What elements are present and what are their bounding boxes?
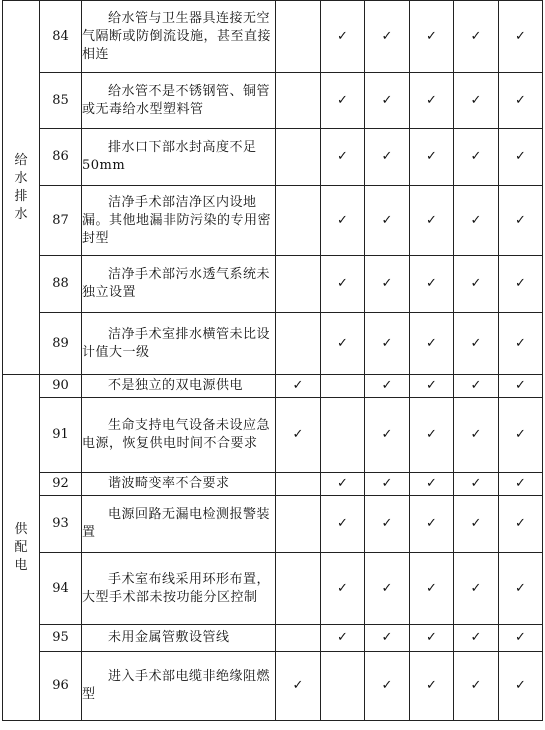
empty-check-cell <box>321 398 365 473</box>
check-mark-icon: ✓ <box>410 398 454 473</box>
check-mark-icon: ✓ <box>499 1 543 73</box>
empty-check-cell <box>276 256 321 313</box>
check-mark-icon: ✓ <box>365 473 410 496</box>
check-mark-icon: ✓ <box>454 129 499 186</box>
check-mark-icon: ✓ <box>365 1 410 73</box>
item-number: 94 <box>40 553 82 625</box>
category-char: 电 <box>14 557 28 573</box>
check-mark-icon: ✓ <box>365 129 410 186</box>
item-description: 排水口下部水封高度不足 50mm <box>82 129 276 186</box>
item-number: 85 <box>40 73 82 129</box>
check-mark-icon: ✓ <box>365 256 410 313</box>
category-char: 配 <box>14 539 28 555</box>
item-description: 电源回路无漏电检测报警装置 <box>82 496 276 553</box>
check-mark-icon: ✓ <box>410 313 454 375</box>
item-description: 洁净手术室排水横管未比设计值大一级 <box>82 313 276 375</box>
item-description: 谐波畸变率不合要求 <box>82 473 276 496</box>
check-mark-icon: ✓ <box>499 652 543 721</box>
empty-check-cell <box>321 652 365 721</box>
check-mark-icon: ✓ <box>321 553 365 625</box>
check-mark-icon: ✓ <box>454 1 499 73</box>
table-row <box>3 625 543 652</box>
check-mark-icon: ✓ <box>410 129 454 186</box>
check-mark-icon: ✓ <box>454 625 499 652</box>
check-mark-icon: ✓ <box>365 73 410 129</box>
item-number: 87 <box>40 186 82 256</box>
empty-check-cell <box>276 186 321 256</box>
item-description: 手术室布线采用环形布置，大型手术部未按功能分区控制 <box>82 553 276 625</box>
check-mark-icon: ✓ <box>499 313 543 375</box>
item-number: 91 <box>40 398 82 473</box>
inspection-table <box>2 0 543 721</box>
item-number: 84 <box>40 1 82 73</box>
item-description: 不是独立的双电源供电 <box>82 375 276 398</box>
check-mark-icon: ✓ <box>321 1 365 73</box>
table-row <box>3 313 543 375</box>
category-cell <box>3 375 40 721</box>
table-row <box>3 129 543 186</box>
check-mark-icon: ✓ <box>365 375 410 398</box>
check-mark-icon: ✓ <box>454 553 499 625</box>
check-mark-icon: ✓ <box>499 256 543 313</box>
check-mark-icon: ✓ <box>365 652 410 721</box>
check-mark-icon: ✓ <box>499 398 543 473</box>
check-mark-icon: ✓ <box>365 186 410 256</box>
empty-check-cell <box>276 73 321 129</box>
check-mark-icon: ✓ <box>454 73 499 129</box>
table-row <box>3 398 543 473</box>
item-number: 96 <box>40 652 82 721</box>
check-mark-icon: ✓ <box>410 186 454 256</box>
item-number: 93 <box>40 496 82 553</box>
category-char: 水 <box>14 170 28 186</box>
table-row <box>3 73 543 129</box>
item-description: 进入手术部电缆非绝缘阻燃型 <box>82 652 276 721</box>
check-mark-icon: ✓ <box>321 129 365 186</box>
table-row <box>3 375 543 398</box>
check-mark-icon: ✓ <box>410 256 454 313</box>
check-mark-icon: ✓ <box>321 256 365 313</box>
category-char: 排 <box>14 188 28 204</box>
check-mark-icon: ✓ <box>499 73 543 129</box>
item-number: 89 <box>40 313 82 375</box>
check-mark-icon: ✓ <box>321 473 365 496</box>
check-mark-icon: ✓ <box>365 553 410 625</box>
check-mark-icon: ✓ <box>276 375 321 398</box>
check-mark-icon: ✓ <box>454 256 499 313</box>
check-mark-icon: ✓ <box>410 375 454 398</box>
check-mark-icon: ✓ <box>410 652 454 721</box>
check-mark-icon: ✓ <box>454 496 499 553</box>
item-number: 86 <box>40 129 82 186</box>
category-char: 供 <box>14 521 28 537</box>
check-mark-icon: ✓ <box>365 496 410 553</box>
check-mark-icon: ✓ <box>276 398 321 473</box>
empty-check-cell <box>321 375 365 398</box>
category-char: 给 <box>14 152 28 168</box>
table-body <box>3 1 543 721</box>
check-mark-icon: ✓ <box>454 375 499 398</box>
check-mark-icon: ✓ <box>410 496 454 553</box>
check-mark-icon: ✓ <box>454 652 499 721</box>
item-description: 洁净手术部污水透气系统未独立设置 <box>82 256 276 313</box>
item-number: 90 <box>40 375 82 398</box>
check-mark-icon: ✓ <box>499 129 543 186</box>
empty-check-cell <box>276 1 321 73</box>
item-description: 给水管与卫生器具连接无空气隔断或防倒流设施，甚至直接相连 <box>82 1 276 73</box>
table-row <box>3 496 543 553</box>
check-mark-icon: ✓ <box>410 73 454 129</box>
check-mark-icon: ✓ <box>410 553 454 625</box>
check-mark-icon: ✓ <box>499 186 543 256</box>
check-mark-icon: ✓ <box>365 398 410 473</box>
empty-check-cell <box>276 496 321 553</box>
check-mark-icon: ✓ <box>321 73 365 129</box>
item-description: 未用金属管敷设管线 <box>82 625 276 652</box>
item-number: 88 <box>40 256 82 313</box>
table-row <box>3 1 543 73</box>
table-row <box>3 652 543 721</box>
check-mark-icon: ✓ <box>499 625 543 652</box>
check-mark-icon: ✓ <box>499 553 543 625</box>
check-mark-icon: ✓ <box>321 625 365 652</box>
empty-check-cell <box>276 553 321 625</box>
empty-check-cell <box>276 313 321 375</box>
table-row <box>3 186 543 256</box>
table-row <box>3 473 543 496</box>
check-mark-icon: ✓ <box>454 473 499 496</box>
check-mark-icon: ✓ <box>499 496 543 553</box>
check-mark-icon: ✓ <box>454 398 499 473</box>
check-mark-icon: ✓ <box>499 473 543 496</box>
check-mark-icon: ✓ <box>454 186 499 256</box>
item-description: 洁净手术部洁净区内设地漏。其他地漏非防污染的专用密封型 <box>82 186 276 256</box>
table-row <box>3 553 543 625</box>
item-description: 给水管不是不锈钢管、铜管或无毒给水型塑料管 <box>82 73 276 129</box>
check-mark-icon: ✓ <box>454 313 499 375</box>
check-mark-icon: ✓ <box>365 313 410 375</box>
check-mark-icon: ✓ <box>321 186 365 256</box>
empty-check-cell <box>276 473 321 496</box>
check-mark-icon: ✓ <box>276 652 321 721</box>
category-cell <box>3 1 40 375</box>
empty-check-cell <box>276 625 321 652</box>
category-char: 水 <box>14 206 28 222</box>
empty-check-cell <box>276 129 321 186</box>
check-mark-icon: ✓ <box>410 1 454 73</box>
check-mark-icon: ✓ <box>410 473 454 496</box>
check-mark-icon: ✓ <box>321 496 365 553</box>
check-mark-icon: ✓ <box>410 625 454 652</box>
check-mark-icon: ✓ <box>321 313 365 375</box>
item-description: 生命支持电气设备未设应急电源，恢复供电时间不合要求 <box>82 398 276 473</box>
check-mark-icon: ✓ <box>365 625 410 652</box>
check-mark-icon: ✓ <box>499 375 543 398</box>
item-number: 95 <box>40 625 82 652</box>
table-row <box>3 256 543 313</box>
item-number: 92 <box>40 473 82 496</box>
